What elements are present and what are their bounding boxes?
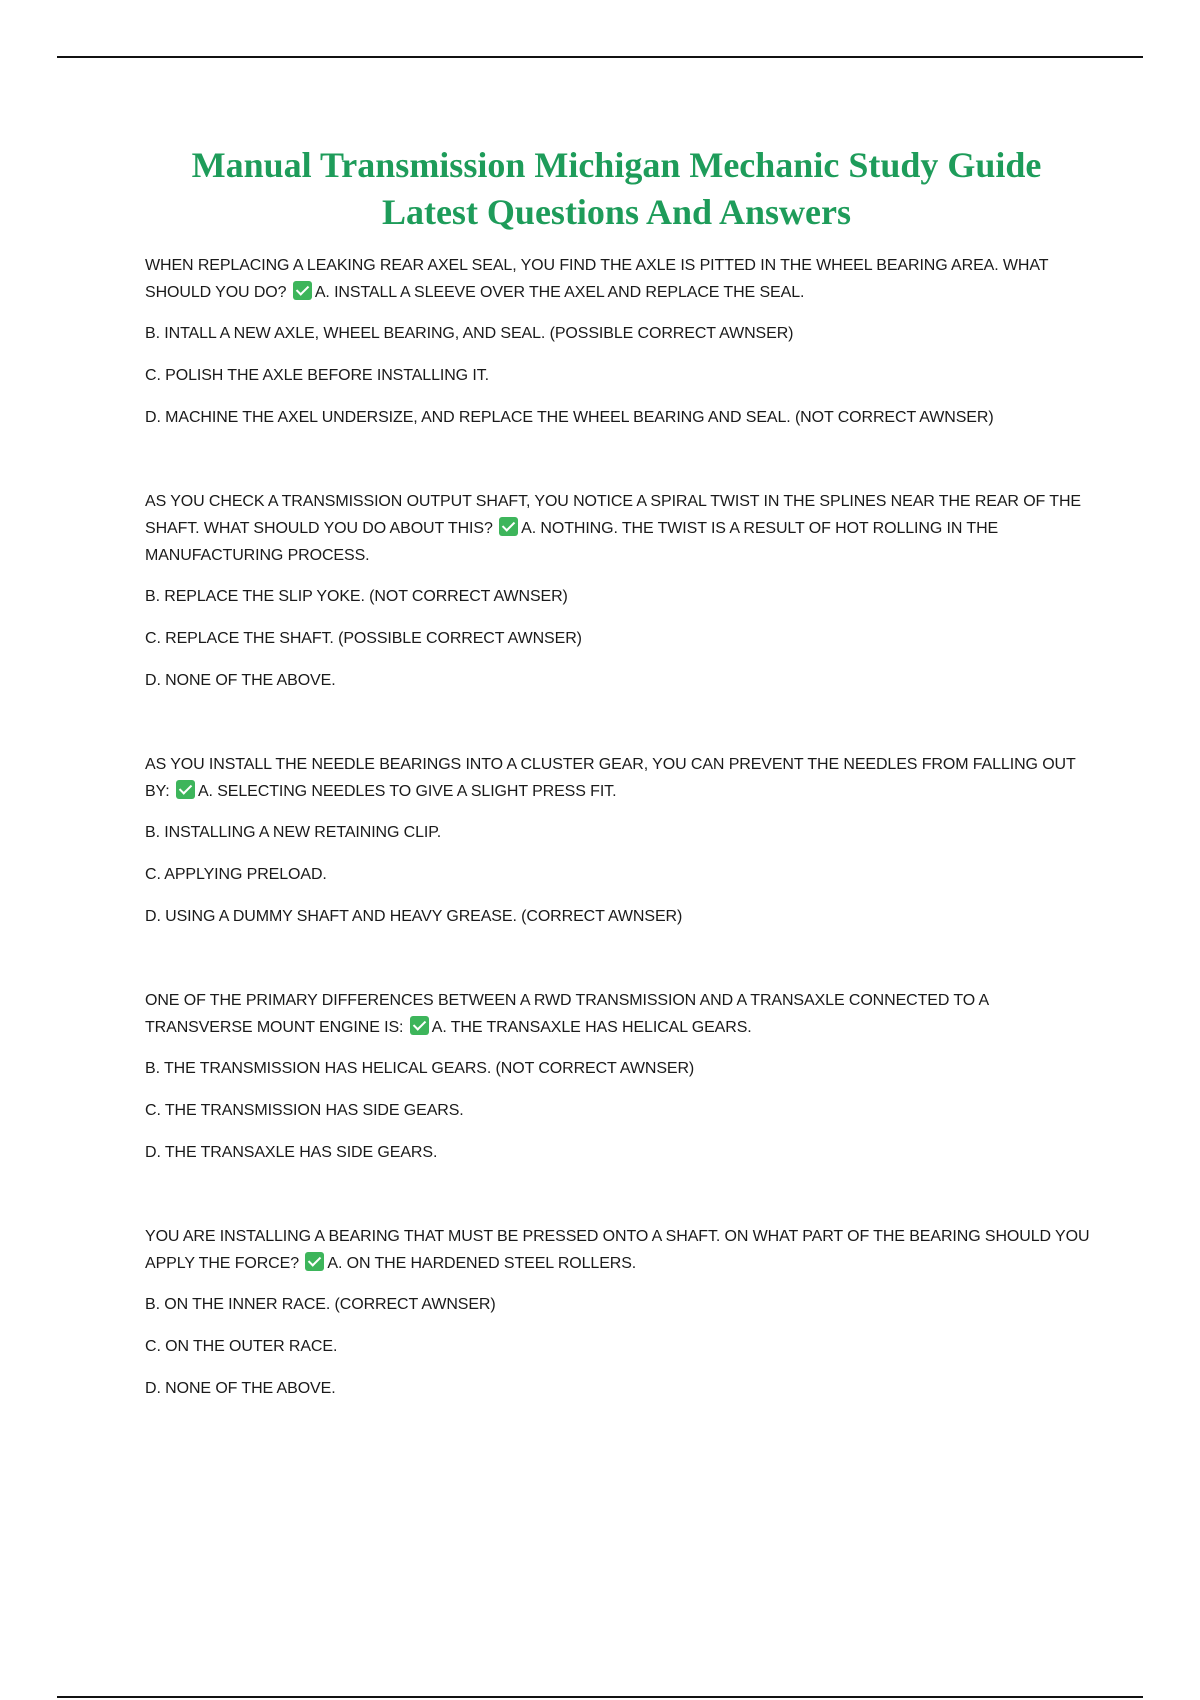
- question-prompt: AS YOU INSTALL THE NEEDLE BEARINGS INTO A CLUSTER GEAR, YOU CAN PREVENT THE NEEDLES FROM FALLING OUT BY:: [145, 756, 1076, 800]
- option-b: B. THE TRANSMISSION HAS HELICAL GEARS. (NOT CORRECT AWNSER): [145, 1060, 695, 1077]
- document-title: [100, 142, 1133, 236]
- question-prompt: WHEN REPLACING A LEAKING REAR AXEL SEAL, YOU FIND THE AXLE IS PITTED IN THE WHEEL BEARING AREA. WHAT SHOULD YOU DO?: [145, 257, 1049, 301]
- checkbox-checked-icon: [305, 1252, 324, 1271]
- answer-a: A. ON THE HARDENED STEEL ROLLERS.: [327, 1255, 637, 1272]
- question-block-2: [145, 488, 1095, 694]
- header-rule: [57, 56, 1143, 58]
- option-b: B. INTALL A NEW AXLE, WHEEL BEARING, AND SEAL. (POSSIBLE CORRECT AWNSER): [145, 325, 794, 342]
- option-c: C. POLISH THE AXLE BEFORE INSTALLING IT.: [145, 367, 489, 384]
- option-d: D. NONE OF THE ABOVE.: [145, 672, 336, 689]
- question-text: [145, 987, 1095, 1041]
- checkbox-checked-icon: [499, 517, 518, 536]
- option-d: D. MACHINE THE AXEL UNDERSIZE, AND REPLACE THE WHEEL BEARING AND SEAL. (NOT CORRECT AWNSER): [145, 409, 994, 426]
- option-c: C. REPLACE THE SHAFT. (POSSIBLE CORRECT AWNSER): [145, 630, 582, 647]
- option-b: B. INSTALLING A NEW RETAINING CLIP.: [145, 824, 442, 841]
- question-text: [145, 1223, 1095, 1277]
- question-block-5: [145, 1223, 1095, 1402]
- question-prompt: ONE OF THE PRIMARY DIFFERENCES BETWEEN A RWD TRANSMISSION AND A TRANSAXLE CONNECTED TO A TRANSVERSE MOUNT ENGINE IS:: [145, 992, 989, 1036]
- checkbox-checked-icon: [293, 281, 312, 300]
- option-d: D. THE TRANSAXLE HAS SIDE GEARS.: [145, 1144, 438, 1161]
- question-text: [145, 751, 1095, 805]
- answer-a: A. INSTALL A SLEEVE OVER THE AXEL AND REPLACE THE SEAL.: [314, 284, 805, 301]
- title-line-2: Latest Questions And Answers: [381, 192, 852, 232]
- question-prompt: AS YOU CHECK A TRANSMISSION OUTPUT SHAFT, YOU NOTICE A SPIRAL TWIST IN THE SPLINES NEAR THE REAR OF THE SHAFT. WHAT SHOULD YOU DO ABOUT THIS?: [145, 493, 1081, 537]
- question-text: [145, 488, 1095, 569]
- option-c: C. THE TRANSMISSION HAS SIDE GEARS.: [145, 1102, 464, 1119]
- title-line-1: Manual Transmission Michigan Mechanic Study Guide: [191, 145, 1042, 185]
- option-d: D. NONE OF THE ABOVE.: [145, 1380, 336, 1397]
- question-text: [145, 252, 1095, 306]
- checkbox-checked-icon: [410, 1016, 429, 1035]
- footer-rule: [57, 1696, 1143, 1698]
- question-list: [145, 252, 1095, 1459]
- question-block-4: [145, 987, 1095, 1166]
- option-d: D. USING A DUMMY SHAFT AND HEAVY GREASE. (CORRECT AWNSER): [145, 908, 683, 925]
- answer-a: A. THE TRANSAXLE HAS HELICAL GEARS.: [431, 1019, 752, 1036]
- option-c: C. ON THE OUTER RACE.: [145, 1338, 338, 1355]
- question-block-1: [145, 252, 1095, 431]
- answer-a: A. SELECTING NEEDLES TO GIVE A SLIGHT PRESS FIT.: [197, 783, 617, 800]
- question-prompt: YOU ARE INSTALLING A BEARING THAT MUST BE PRESSED ONTO A SHAFT. ON WHAT PART OF THE BEARING SHOULD YOU APPLY THE FORCE?: [145, 1228, 1090, 1272]
- option-b: B. ON THE INNER RACE. (CORRECT AWNSER): [145, 1296, 496, 1313]
- checkbox-checked-icon: [176, 780, 195, 799]
- option-b: B. REPLACE THE SLIP YOKE. (NOT CORRECT AWNSER): [145, 588, 568, 605]
- question-block-3: [145, 751, 1095, 930]
- option-c: C. APPLYING PRELOAD.: [145, 866, 327, 883]
- answer-a: A. NOTHING. THE TWIST IS A RESULT OF HOT ROLLING IN THE MANUFACTURING PROCESS.: [145, 520, 999, 564]
